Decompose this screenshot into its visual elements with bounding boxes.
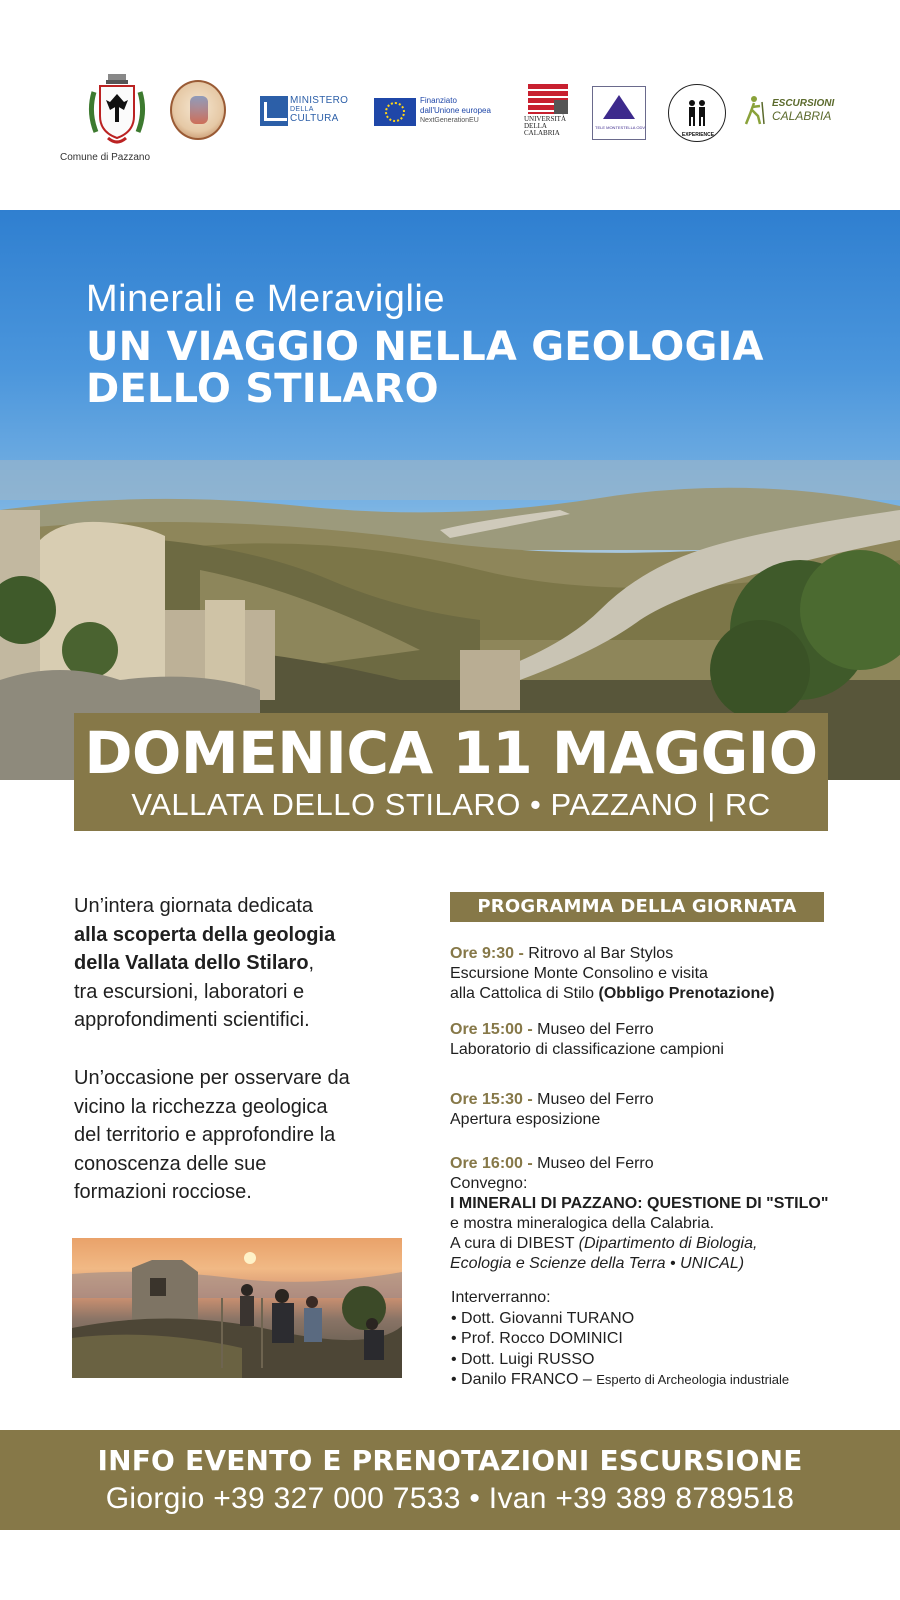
comune-caption: Comune di Pazzano <box>60 152 151 163</box>
unical-mark-icon <box>528 84 568 114</box>
program-time: Ore 16:00 - <box>450 1155 533 1172</box>
sunset-hikers-photo <box>72 1238 402 1378</box>
ministero-cultura-logo <box>260 96 360 130</box>
intro-line: approfondimenti scientifici. <box>74 1009 310 1031</box>
program-place: Ritrovo al Bar Stylos <box>523 945 674 962</box>
info-footer <box>0 1430 900 1530</box>
mic-badge-icon <box>260 96 288 126</box>
program-description: alla Cattolica di Stilo <box>450 985 599 1002</box>
program-place: Museo del Ferro <box>532 1155 654 1172</box>
speaker-item: • Dott. Luigi RUSSO <box>451 1350 595 1368</box>
regional-seal-icon <box>170 80 226 140</box>
escursioni-line-1: ESCURSIONI <box>772 98 835 109</box>
escursioni-line-2: CALABRIA <box>772 109 832 123</box>
speaker-note: Esperto di Archeologia industriale <box>596 1372 790 1387</box>
curator-department: Ecologia e Scienze della Terra • UNICAL) <box>450 1255 745 1272</box>
hero-subtitle: Minerali e Meraviglie <box>86 278 445 320</box>
program-curator: A cura di DIBEST <box>450 1235 579 1252</box>
hero-title <box>86 326 846 410</box>
trekking-text: EXPERIENCE <box>681 132 715 138</box>
event-location: VALLATA DELLO STILARO • PAZZANO | RC <box>131 787 771 822</box>
program-header: PROGRAMMA DELLA GIORNATA <box>450 892 824 922</box>
ministero-line-2: DELLA <box>290 106 314 113</box>
hiker-icon <box>742 94 772 126</box>
trekking-stilaro-logo <box>668 84 726 142</box>
eu-nextgen-logo <box>374 96 514 130</box>
eu-text <box>420 96 520 126</box>
program-time: Ore 9:30 - <box>450 945 524 962</box>
logo-bar <box>0 0 900 210</box>
program-time: Ore 15:00 - <box>450 1021 533 1038</box>
event-date: DOMENICA 11 MAGGIO <box>84 719 818 787</box>
intro-bold-line: alla scoperta della geologia <box>74 923 336 946</box>
date-banner <box>74 713 828 831</box>
footer-title: INFO EVENTO E PRENOTAZIONI ESCURSIONE <box>97 1444 803 1477</box>
eu-line-1: Finanziato <box>420 96 457 105</box>
program-item-1600 <box>450 1154 870 1274</box>
speaker-item: • Dott. Giovanni TURANO <box>451 1309 635 1327</box>
unical-text <box>524 116 574 137</box>
intro-paragraph-1 <box>74 892 414 1035</box>
program-description: Laboratorio di classificazione campioni <box>450 1041 724 1058</box>
hikers-icon <box>683 99 711 127</box>
escursioni-text <box>772 98 868 122</box>
montestella-text: TELE MONTESTELLA ODV <box>595 125 646 130</box>
escursioni-calabria-logo <box>742 92 862 132</box>
ministero-line-3: CULTURA <box>290 113 339 124</box>
ministero-line-1: MINISTERO <box>290 95 349 106</box>
program-description: e mostra mineralogica della Calabria. <box>450 1215 715 1232</box>
speakers-heading: Interverranno: <box>451 1289 551 1306</box>
eu-sub: NextGenerationEU <box>420 117 479 124</box>
speaker-item: • Prof. Rocco DOMINICI <box>451 1330 623 1347</box>
intro-line: conoscenza delle sue <box>74 1152 267 1175</box>
program-description: Escursione Monte Consolino e visita <box>450 965 708 982</box>
eu-flag-icon <box>374 98 416 126</box>
speaker-item: • Danilo FRANCO <box>451 1371 579 1388</box>
mountain-star-icon <box>603 95 635 119</box>
booking-required-note: (Obbligo Prenotazione) <box>598 985 775 1002</box>
program-place: Museo del Ferro <box>532 1021 654 1038</box>
program-item-1500 <box>450 1020 870 1060</box>
program-place: Museo del Ferro <box>532 1091 654 1108</box>
ministero-text <box>290 96 362 124</box>
intro-comma: , <box>308 952 315 974</box>
unical-logo <box>524 84 572 140</box>
comune-pazzano-crest-icon <box>86 72 148 148</box>
intro-paragraph-2 <box>74 1064 414 1207</box>
unical-line-3: CALABRIA <box>524 129 560 137</box>
speaker-note-separator: – <box>578 1371 597 1388</box>
intro-line: vicino la ricchezza geologica <box>74 1095 328 1118</box>
intro-line: del territorio e approfondire la <box>74 1124 336 1146</box>
montestella-logo <box>592 86 646 140</box>
curator-department: (Dipartimento di Biologia, <box>578 1235 758 1252</box>
program-item-930 <box>450 944 870 1004</box>
unical-line-1: UNIVERSITÀ <box>524 115 566 123</box>
hero-landscape <box>0 210 900 780</box>
program-description: Apertura esposizione <box>450 1111 601 1128</box>
footer-contacts: Giorgio +39 327 000 7533 • Ivan +39 389 8789518 <box>105 1482 795 1515</box>
eu-line-2: dall'Unione europea <box>420 106 491 115</box>
intro-line: tra escursioni, laboratori e <box>74 980 305 1003</box>
unical-line-2: DELLA <box>524 122 547 130</box>
intro-line: formazioni rocciose. <box>74 1181 252 1203</box>
conference-title: I MINERALI DI PAZZANO: QUESTIONE DI "STILO" <box>450 1195 829 1212</box>
intro-line: Un’intera giornata dedicata <box>74 895 314 917</box>
speakers-list <box>451 1288 891 1391</box>
intro-line: Un’occasione per osservare da <box>74 1067 350 1089</box>
hero-title-line-1: UN VIAGGIO NELLA GEOLOGIA <box>86 324 764 370</box>
hero-title-line-2: DELLO STILARO <box>86 366 439 412</box>
program-item-1530 <box>450 1090 870 1130</box>
program-time: Ore 15:30 - <box>450 1091 533 1108</box>
intro-bold-line: della Vallata dello Stilaro <box>74 952 309 974</box>
program-description: Convegno: <box>450 1175 528 1192</box>
